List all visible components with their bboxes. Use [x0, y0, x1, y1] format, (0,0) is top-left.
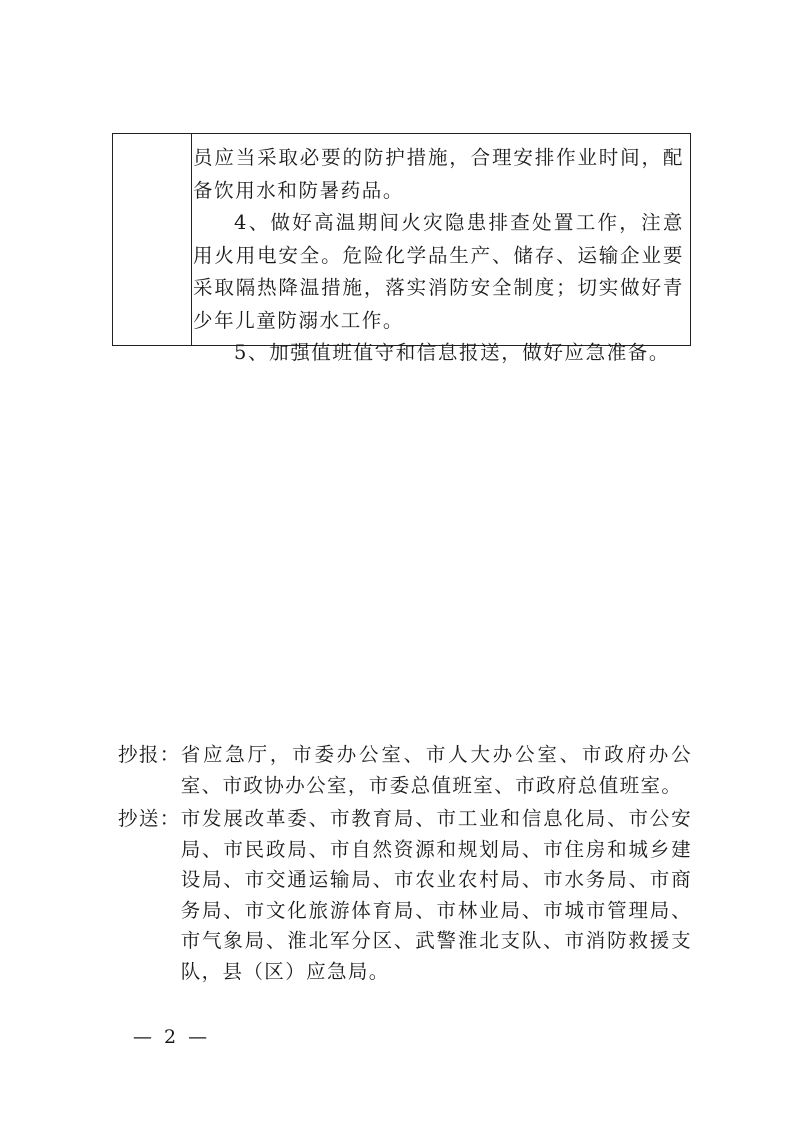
table-paragraph-continuation: 员应当采取必要的防护措施，合理安排作业时间，配备饮用水和防暑药品。 [193, 146, 684, 202]
measures-table [112, 133, 691, 364]
table-paragraph-item-4: 4、做好高温期间火灾隐患排查处置工作，注意用火用电安全。危险化学品生产、储存、运输企业要采取隔热降温措施，落实消防安全制度；切实做好青少年儿童防溺水工作。 [193, 211, 684, 332]
cc-send-label: 抄送： [118, 807, 181, 830]
page-number: — 2 — [133, 1026, 211, 1048]
cc-send-block [118, 804, 692, 987]
table-paragraph-item-5: 5、加强值班值守和信息报送，做好应急准备。 [234, 341, 671, 364]
cc-report-recipients: 省应急厅，市委办公室、市人大办公室、市政府办公室、市政协办公室，市委总值班室、市政府总值班室。 [180, 743, 692, 797]
cc-report-block [118, 740, 692, 801]
cc-report-label: 抄报： [118, 743, 181, 766]
cc-send-recipients: 市发展改革委、市教育局、市工业和信息化局、市公安局、市民政局、市自然资源和规划局、市住房和城乡建设局、市交通运输局、市农业农村局、市水务局、市商务局、市文化旅游体育局、市林业局、市城市管理局、市气象局、淮北军分区、武警淮北支队、市消防救援支队，县（区）应急局。 [180, 807, 692, 983]
table-content-cell [193, 142, 684, 370]
table-left-column [113, 134, 192, 345]
